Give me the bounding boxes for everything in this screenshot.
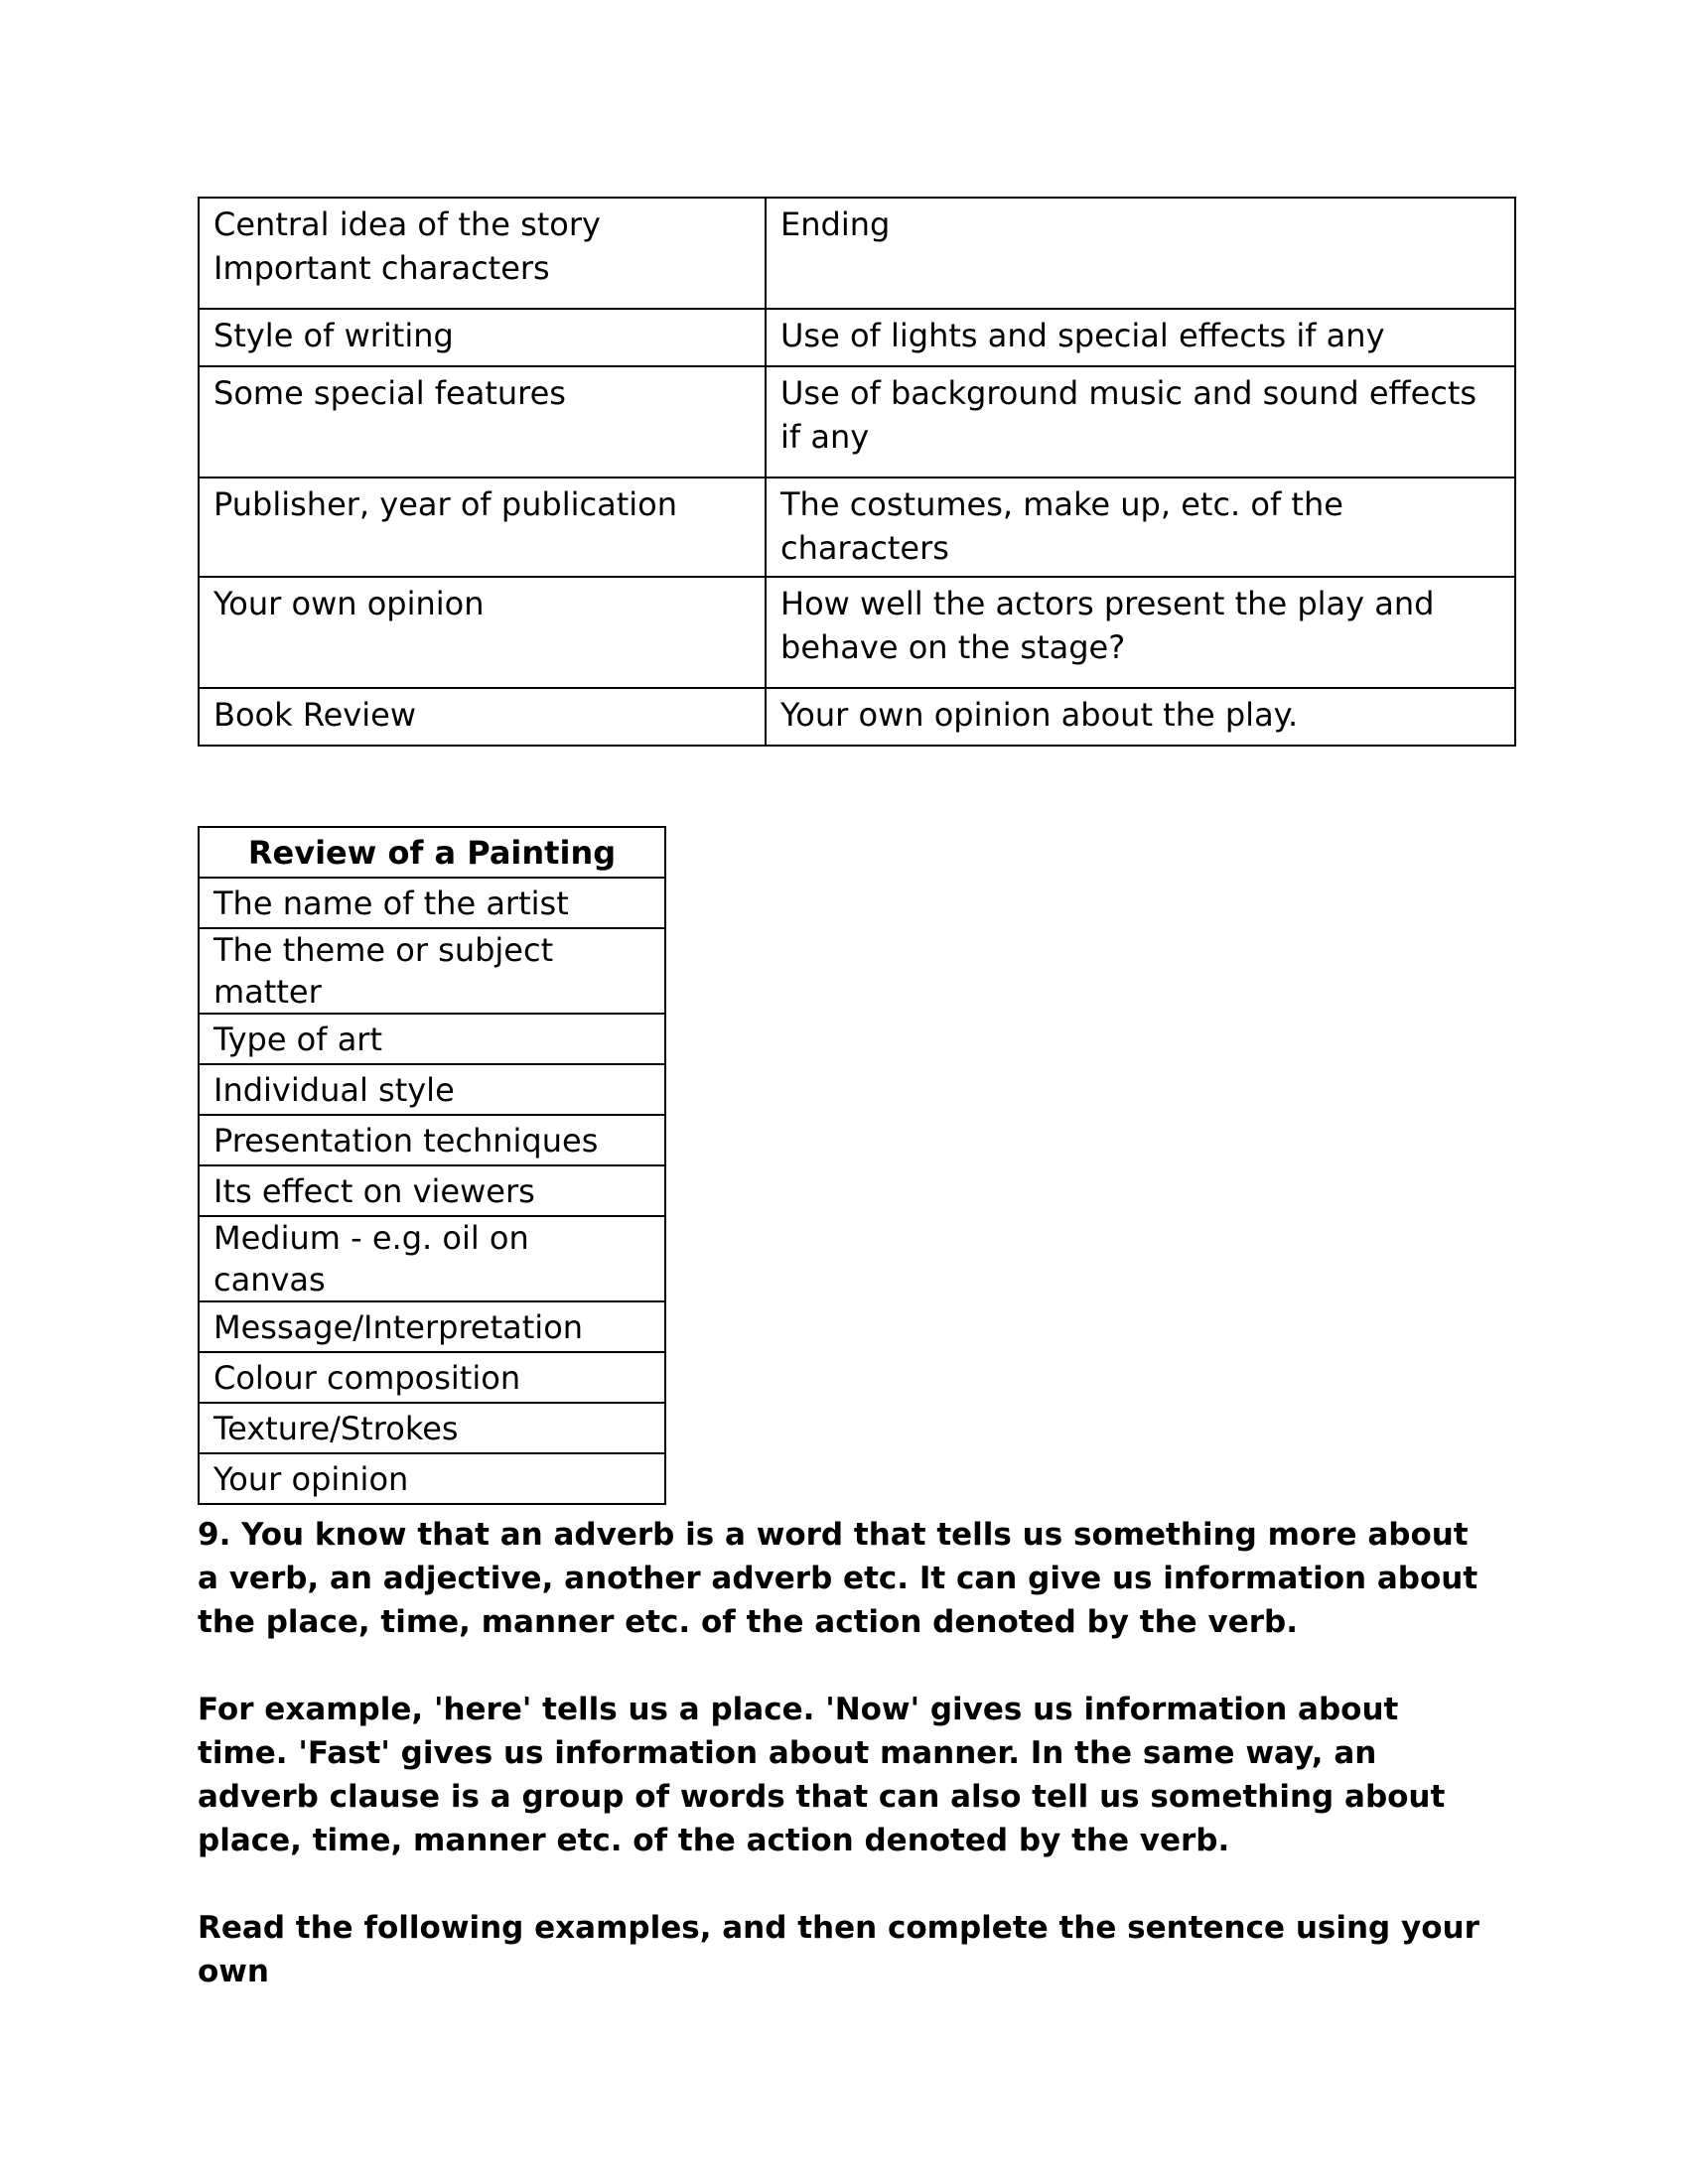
table-row: [199, 1216, 665, 1301]
table-cell: Colour composition: [199, 1352, 665, 1403]
table-cell: Presentation techniques: [199, 1115, 665, 1165]
table-cell: How well the actors present the play and behave on the stage?: [766, 577, 1515, 688]
table-cell: Publisher, year of publication: [199, 478, 766, 577]
table-cell: Type of art: [199, 1014, 665, 1064]
table-cell: Central idea of the story Important characters: [199, 198, 766, 309]
table-row: [199, 1403, 665, 1453]
table-cell: The name of the artist: [199, 878, 665, 928]
table-row: [199, 1115, 665, 1165]
table-row: [199, 198, 1515, 309]
instruction-paragraph: Read the following examples, and then complete the sentence using your own: [198, 1910, 1479, 1989]
table-cell: Use of background music and sound effects if any: [766, 366, 1515, 478]
question-paragraph: 9. You know that an adverb is a word that tells us something more about a verb, an adjective, another adverb etc. It can give us information about the place, time, manner etc. of the action denoted by the verb.: [198, 1517, 1478, 1640]
table-cell: The costumes, make up, etc. of the characters: [766, 478, 1515, 577]
table-row: [199, 309, 1515, 366]
table-cell: The theme or subject matter: [199, 928, 665, 1014]
table-row: [199, 878, 665, 928]
review-comparison-table: [198, 197, 1516, 747]
table-header: Review of a Painting: [199, 827, 665, 878]
table-cell: Individual style: [199, 1064, 665, 1115]
table-row: [199, 1064, 665, 1115]
table-row: [199, 1352, 665, 1403]
table-cell: Style of writing: [199, 309, 766, 366]
table-row: [199, 928, 665, 1014]
table-row: [199, 1453, 665, 1504]
table-cell: Ending: [766, 198, 1515, 309]
table-row: [199, 688, 1515, 746]
painting-review-table: [198, 826, 666, 1505]
table-cell: Message/Interpretation: [199, 1301, 665, 1352]
table-row: [199, 577, 1515, 688]
table-cell: Use of lights and special effects if any: [766, 309, 1515, 366]
table-row: [199, 366, 1515, 478]
table-row: [199, 478, 1515, 577]
table-cell: Your opinion: [199, 1453, 665, 1504]
table-row: [199, 1014, 665, 1064]
table-cell: Book Review: [199, 688, 766, 746]
table-cell: Medium - e.g. oil on canvas: [199, 1216, 665, 1301]
table-cell: Its effect on viewers: [199, 1165, 665, 1216]
table-header-row: [199, 827, 665, 878]
table-cell: Some special features: [199, 366, 766, 478]
table-cell: Your own opinion about the play.: [766, 688, 1515, 746]
table-row: [199, 1165, 665, 1216]
table-row: [199, 1301, 665, 1352]
table-cell: Texture/Strokes: [199, 1403, 665, 1453]
example-paragraph: For example, 'here' tells us a place. 'Now' gives us information about time. 'Fast' gives us information about manner. In the same way, an adverb clause is a group of words that can also tell us something about place, time, manner etc. of the action denoted by the verb.: [198, 1692, 1446, 1858]
table-cell: Your own opinion: [199, 577, 766, 688]
